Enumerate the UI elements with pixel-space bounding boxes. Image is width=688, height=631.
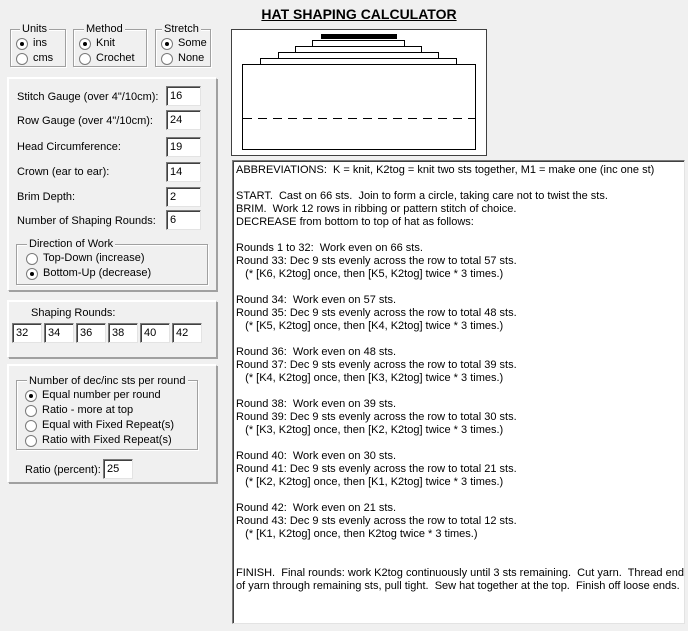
instruction-line: Round 36: Work even on 48 sts.: [236, 346, 396, 358]
radio-unselected-icon: [25, 435, 37, 447]
instruction-line: (* [K1, K2tog] once, then K2tog twice * 3 times.): [236, 528, 478, 540]
radio-selected-icon: [26, 268, 38, 280]
method-radio-crochet[interactable]: [79, 52, 135, 65]
dec-inc-radio-equal-fixed[interactable]: [25, 419, 174, 432]
instruction-line: Round 41: Dec 9 sts evenly across the row to total 21 sts.: [236, 463, 517, 475]
radio-unselected-icon: [25, 420, 37, 432]
instruction-line: of yarn through remaining sts, pull tight. Sew hat together at the top. Finish off loose ends.: [236, 580, 680, 592]
dec-inc-radio-equal-fixed-label: Equal with Fixed Repeat(s): [42, 419, 175, 431]
method-group-title: Method: [86, 23, 123, 35]
shaping-rounds-count-input[interactable]: 6: [166, 210, 201, 230]
units-radio-cms-label: cms: [33, 52, 54, 64]
direction-radio-top-down[interactable]: [26, 252, 144, 265]
instruction-line: (* [K3, K2tog] once, then [K2, K2tog] twice * 3 times.): [236, 424, 504, 436]
instruction-line: [233, 229, 684, 242]
instruction-line: DECREASE from bottom to top of hat as follows:: [236, 216, 474, 228]
crown-label: Crown (ear to ear):: [17, 166, 110, 178]
radio-unselected-icon: [26, 253, 38, 265]
instruction-line: BRIM. Work 12 rows in ribbing or pattern stitch of choice.: [236, 203, 517, 215]
row-gauge-input[interactable]: 24: [166, 110, 201, 130]
instruction-line: Round 42: Work even on 21 sts.: [236, 502, 396, 514]
brim-depth-label: Brim Depth:: [17, 191, 76, 203]
brim-depth-input[interactable]: 2: [166, 187, 201, 207]
crown-input[interactable]: 14: [166, 162, 201, 182]
page-title: HAT SHAPING CALCULATOR: [261, 6, 457, 22]
dec-inc-radio-equal-label: Equal number per round: [42, 389, 161, 401]
shaping-round-input-2[interactable]: 34: [44, 323, 74, 343]
units-radio-cms[interactable]: [16, 52, 53, 65]
instruction-line: Round 39: Dec 9 sts evenly across the row to total 30 sts.: [236, 411, 517, 423]
radio-selected-icon: [79, 38, 91, 50]
hat-diagram: [231, 29, 487, 156]
instructions-lines: [233, 161, 684, 593]
radio-selected-icon: [16, 38, 28, 50]
instruction-line: [233, 541, 684, 554]
dec-inc-radio-ratio-fixed[interactable]: [25, 434, 172, 447]
instruction-line: Round 38: Work even on 39 sts.: [236, 398, 396, 410]
dec-inc-group-title: Number of dec/inc sts per round: [29, 375, 186, 387]
instruction-line: Round 43: Dec 9 sts evenly across the row to total 12 sts.: [236, 515, 517, 527]
method-radio-knit[interactable]: [79, 37, 115, 50]
instruction-line: [233, 333, 684, 346]
direction-radio-bottom-up-label: Bottom-Up (decrease): [43, 267, 152, 279]
instruction-line: [233, 437, 684, 450]
radio-unselected-icon: [161, 53, 173, 65]
shaping-rounds-label: Shaping Rounds:: [31, 307, 116, 319]
instruction-line: FINISH. Final rounds: work K2tog continuously until 3 sts remaining. Cut yarn. Thread end: [236, 567, 684, 579]
radio-selected-icon: [161, 38, 173, 50]
instruction-line: Round 35: Dec 9 sts evenly across the row to total 48 sts.: [236, 307, 517, 319]
direction-radio-top-down-label: Top-Down (increase): [43, 252, 145, 264]
ratio-label: Ratio (percent):: [25, 464, 101, 476]
direction-group-title: Direction of Work: [29, 238, 114, 250]
instructions-textarea[interactable]: [232, 160, 685, 624]
shaping-round-input-5[interactable]: 40: [140, 323, 170, 343]
instruction-line: [233, 177, 684, 190]
shaping-round-input-1[interactable]: 32: [12, 323, 42, 343]
head-circumference-label: Head Circumference:: [17, 141, 121, 153]
instruction-line: (* [K4, K2tog] once, then [K3, K2tog] twice * 3 times.): [236, 372, 504, 384]
shaping-round-input-6[interactable]: 42: [172, 323, 202, 343]
instruction-line: (* [K5, K2tog] once, then [K4, K2tog] twice * 3 times.): [236, 320, 504, 332]
radio-unselected-icon: [25, 405, 37, 417]
shaping-rounds-count-label: Number of Shaping Rounds:: [17, 215, 156, 227]
units-radio-ins-label: ins: [33, 37, 48, 49]
dec-inc-radio-ratio-fixed-label: Ratio with Fixed Repeat(s): [42, 434, 172, 446]
ratio-input[interactable]: 25: [103, 459, 133, 479]
instruction-line: (* [K6, K2tog] once, then [K5, K2tog] twice * 3 times.): [236, 268, 504, 280]
radio-unselected-icon: [79, 53, 91, 65]
instruction-line: [233, 281, 684, 294]
instruction-line: (* [K2, K2tog] once, then [K1, K2tog] twice * 3 times.): [236, 476, 504, 488]
method-radio-crochet-label: Crochet: [96, 52, 135, 64]
stretch-radio-none[interactable]: [161, 52, 204, 65]
instruction-line: ABBREVIATIONS: K = knit, K2tog = knit two sts together, M1 = make one (inc one st): [236, 164, 655, 176]
shaping-round-input-3[interactable]: 36: [76, 323, 106, 343]
dec-inc-radio-ratio[interactable]: [25, 404, 133, 417]
instruction-line: Rounds 1 to 32: Work even on 66 sts.: [236, 242, 423, 254]
instruction-line: Round 33: Dec 9 sts evenly across the row to total 57 sts.: [236, 255, 517, 267]
dec-inc-radio-equal[interactable]: [25, 389, 161, 402]
instruction-line: START. Cast on 66 sts. Join to form a circle, taking care not to twist the sts.: [236, 190, 608, 202]
hat-crown-bar: [321, 34, 397, 39]
radio-selected-icon: [25, 390, 37, 402]
instruction-line: Round 40: Work even on 30 sts.: [236, 450, 396, 462]
stretch-radio-none-label: None: [178, 52, 205, 64]
units-radio-ins[interactable]: [16, 37, 47, 50]
shaping-round-input-4[interactable]: 38: [108, 323, 138, 343]
units-group-title: Units: [22, 23, 48, 35]
instruction-line: Round 37: Dec 9 sts evenly across the row to total 39 sts.: [236, 359, 517, 371]
radio-unselected-icon: [16, 53, 28, 65]
stretch-radio-some-label: Some: [178, 37, 207, 49]
row-gauge-label: Row Gauge (over 4"/10cm):: [17, 115, 153, 127]
stitch-gauge-input[interactable]: 16: [166, 86, 201, 106]
dec-inc-radio-ratio-label: Ratio - more at top: [42, 404, 134, 416]
stitch-gauge-label: Stitch Gauge (over 4"/10cm):: [17, 91, 159, 103]
instruction-line: Round 34: Work even on 57 sts.: [236, 294, 396, 306]
method-radio-knit-label: Knit: [96, 37, 115, 49]
hat-diagram-icon: [232, 30, 486, 155]
head-circumference-input[interactable]: 19: [166, 137, 201, 157]
instruction-line: [233, 385, 684, 398]
stretch-group-title: Stretch: [164, 23, 199, 35]
instruction-line: [233, 489, 684, 502]
stretch-radio-some[interactable]: [161, 37, 207, 50]
direction-radio-bottom-up[interactable]: [26, 267, 151, 280]
instruction-line: [233, 554, 684, 567]
